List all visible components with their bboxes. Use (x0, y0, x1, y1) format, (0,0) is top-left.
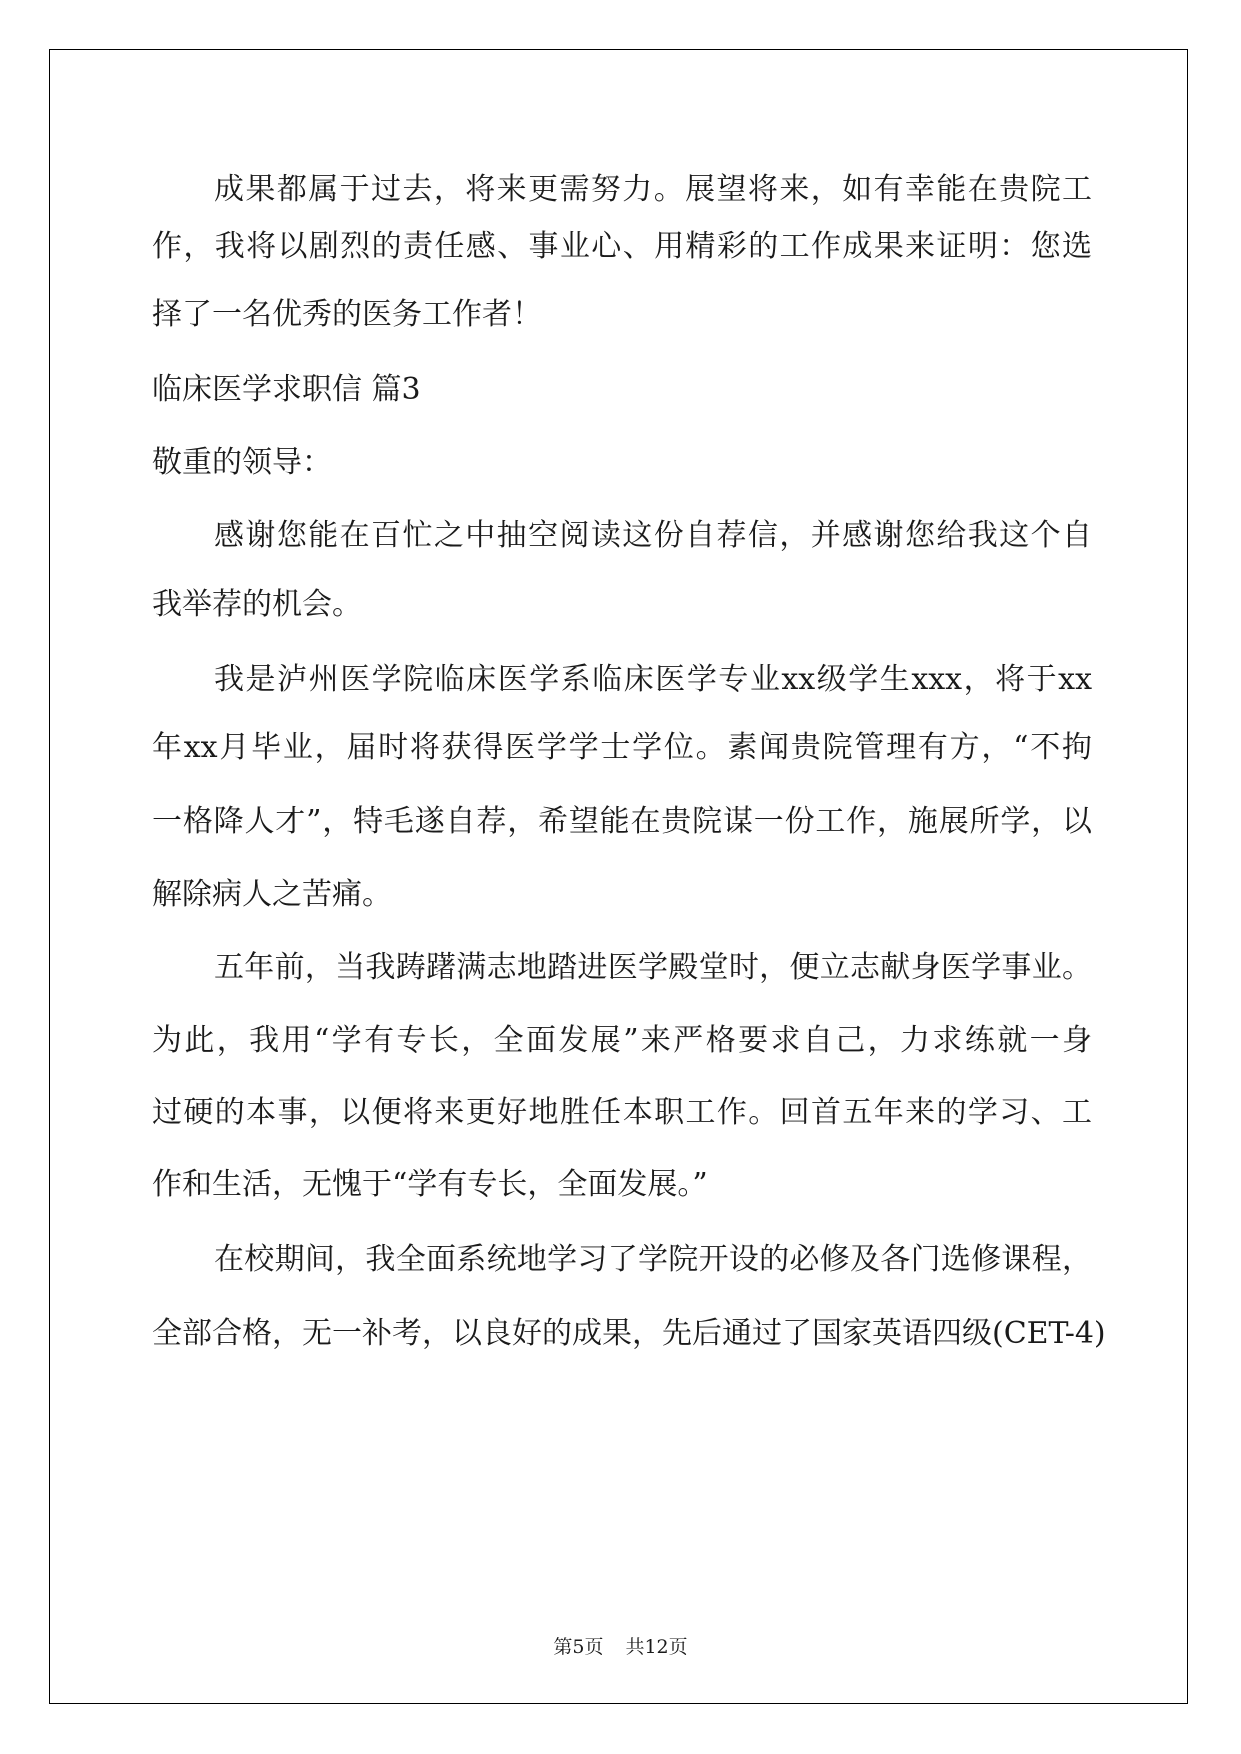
page-total: 共12页 (625, 1636, 688, 1658)
page-number: 第5页 (553, 1636, 604, 1658)
paragraph-line: 全部合格，无一补考，以良好的成果，先后通过了国家英语四级(CET-4) (152, 1316, 1106, 1351)
paragraph-line: 作，我将以剧烈的责任感、事业心、用精彩的工作成果来证明：您选 (152, 229, 1092, 264)
paragraph-line: 择了一名优秀的医务工作者！ (152, 297, 542, 332)
paragraph-line: 感谢您能在百忙之中抽空阅读这份自荐信，并感谢您给我这个自 (214, 518, 1092, 553)
salutation: 敬重的领导： (152, 445, 332, 480)
paragraph-line: 五年前，当我踌躇满志地踏进医学殿堂时，便立志献身医学事业。 (214, 950, 1092, 985)
section-heading: 临床医学求职信 篇3 (152, 372, 421, 407)
paragraph-line: 解除病人之苦痛。 (152, 877, 392, 912)
paragraph-line: 我是泸州医学院临床医学系临床医学专业xx级学生xxx，将于xx (214, 662, 1092, 697)
page-footer (0, 1632, 1241, 1659)
paragraph-line: 我举荐的机会。 (152, 587, 362, 622)
paragraph-line: 一格降人才”，特毛遂自荐，希望能在贵院谋一份工作，施展所学，以 (152, 804, 1092, 839)
paragraph-line: 过硬的本事，以便将来更好地胜任本职工作。回首五年来的学习、工 (152, 1095, 1092, 1130)
paragraph-line: 年xx月毕业，届时将获得医学学士学位。素闻贵院管理有方，“不拘 (152, 730, 1092, 765)
paragraph-line: 为此，我用“学有专长，全面发展”来严格要求自己，力求练就一身 (152, 1023, 1092, 1058)
paragraph-line: 在校期间，我全面系统地学习了学院开设的必修及各门选修课程， (214, 1242, 1092, 1277)
paragraph-line: 作和生活，无愧于“学有专长，全面发展。” (152, 1167, 708, 1202)
paragraph-line: 成果都属于过去，将来更需努力。展望将来，如有幸能在贵院工 (214, 172, 1092, 207)
